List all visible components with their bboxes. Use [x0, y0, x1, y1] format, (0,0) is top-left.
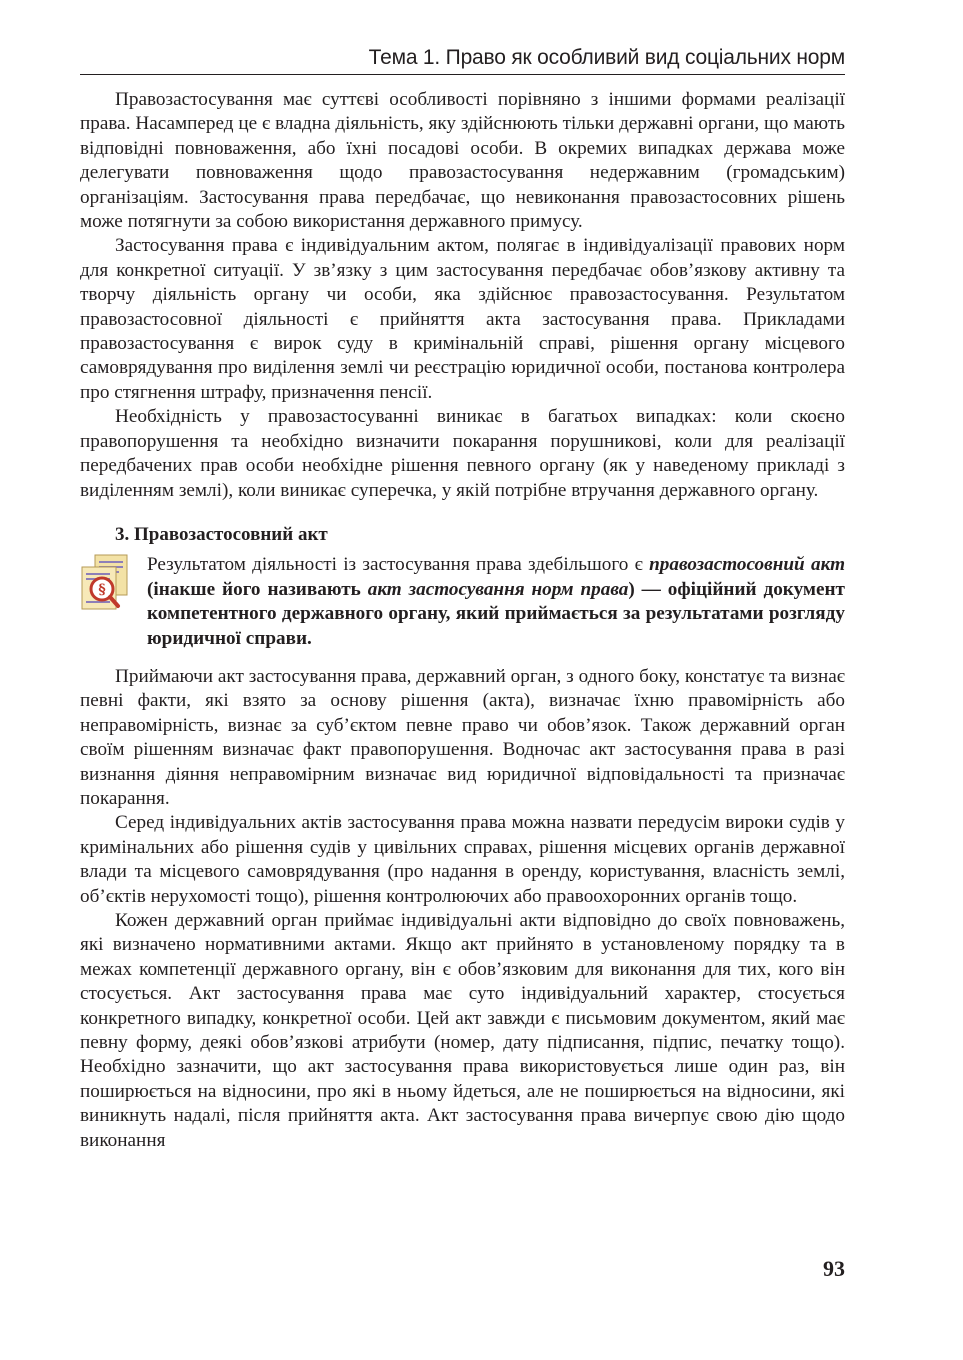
- chapter-title: Тема 1. Право як особливий вид соціальних норм: [368, 46, 845, 69]
- paragraph: Приймаючи акт застосування права, державний орган, з одного боку, констатує та визнає певні факти, які взято за основу рішення (акта), визначає їхню правомірність або неправомірність, визнає за суб’єктом певне право чи обов’язок. Також державний орган своїм рішенням визначає факт правопорушення. Водночас акт застосування права в разі визнання діяння неправомірним визначає вид юридичної відповідальності та призначає покарання.: [80, 665, 845, 809]
- section-heading: 3. Правозастосовний акт: [115, 523, 328, 545]
- term-legal-act: правозастосовний акт: [649, 554, 845, 576]
- svg-text:§: §: [98, 582, 106, 599]
- term-application-act: акт застосування норм права: [367, 578, 629, 600]
- paragraph: Застосування права є індивідуальним актом, полягає в індивідуалізації правових норм для конкретної ситуації. У зв’язку з цим застосування передбачає обов’язкову активну та творчу діяльність органу чи особи, яка здійснює правозастосування. Результатом правозастосовної діяльності є прийняття акта застосування права. Прикладами правозастосування є вирок суду в кримінальній справі, рішення органу місцевого самоврядування про виділення землі чи реєстрацію юридичної особи, постанова контролера про стягнення штрафу, призначення пенсії.: [80, 235, 845, 403]
- document-law-icon: [80, 553, 132, 613]
- paragraph: Кожен державний орган приймає індивідуальні акти відповідно до своїх повноважень, які визначено нормативними актами. Якщо акт прийнято в установленому порядку та в межах компетенції державного органу, він є обов’язковим для виконання для тих, кого він стосується. Акт застосування права має суто індивідуальний характер, стосується конкретного випадку, конкретної особи. Цей акт завжди є письмовим документом, який має певну форму, деякі обов’язкові атрибути (номер, дату підписання, підпис, печатку тощо). Необхідно зазначити, що акт застосування права використовується лише один раз, він поширюється на відносини, про які в ньому йдеться, але не поширюється на відносини, які виникнуть надалі, після прийняття акта. Акт застосування права вичерпує свою дію щодо виконання: [80, 910, 845, 1151]
- page-number: 93: [823, 1256, 845, 1281]
- definition-text-part: (інакше його називають: [147, 578, 368, 600]
- running-header: [80, 46, 845, 75]
- paragraph: Правозастосування має суттєві особливості порівняно з іншими формами реалізації права. Насамперед це є владна діяльність, яку здійснюють тільки державні органи, що мають відповідні повноваження, або їхні посадові особи. В окремих випадках держава може делегувати повноваження щодо правозастосування недержавним (громадським) організаціям. Застосування права передбачає, що невиконання правозастосовних рішень може потягнути за собою використання державного примусу.: [80, 89, 845, 233]
- paragraph: Серед індивідуальних актів застосування права можна назвати передусім вироки судів у кримінальних або рішення судів у цивільних справах, рішення місцевих органів державної влади та місцевого самоврядування (про надання в оренду, користування, власність землі, об’єктів нерухомості тощо), рішення контролюючих або правоохоронних органів тощо.: [80, 812, 845, 907]
- definition-text-part: ) — офіційний документ компетентного державного органу, який приймається за результатами розгляду юридичної справи.: [147, 578, 845, 649]
- definition-text-part: Результатом діяльності із застосування права здебільшого є: [147, 554, 650, 576]
- paragraph: Необхідність у правозастосуванні виникає в багатьох випадках: коли скоєно правопорушення та необхідно визначити покарання порушникові, коли для реалізації передбачених прав особи необхідне рішення певного органу (як у наведеному прикладі з виділенням землі), коли виникає суперечка, у якій потрібне втручання державного органу.: [80, 406, 845, 501]
- definition-block: [80, 553, 845, 651]
- definition-text: [147, 553, 845, 651]
- page-content: [80, 88, 845, 1153]
